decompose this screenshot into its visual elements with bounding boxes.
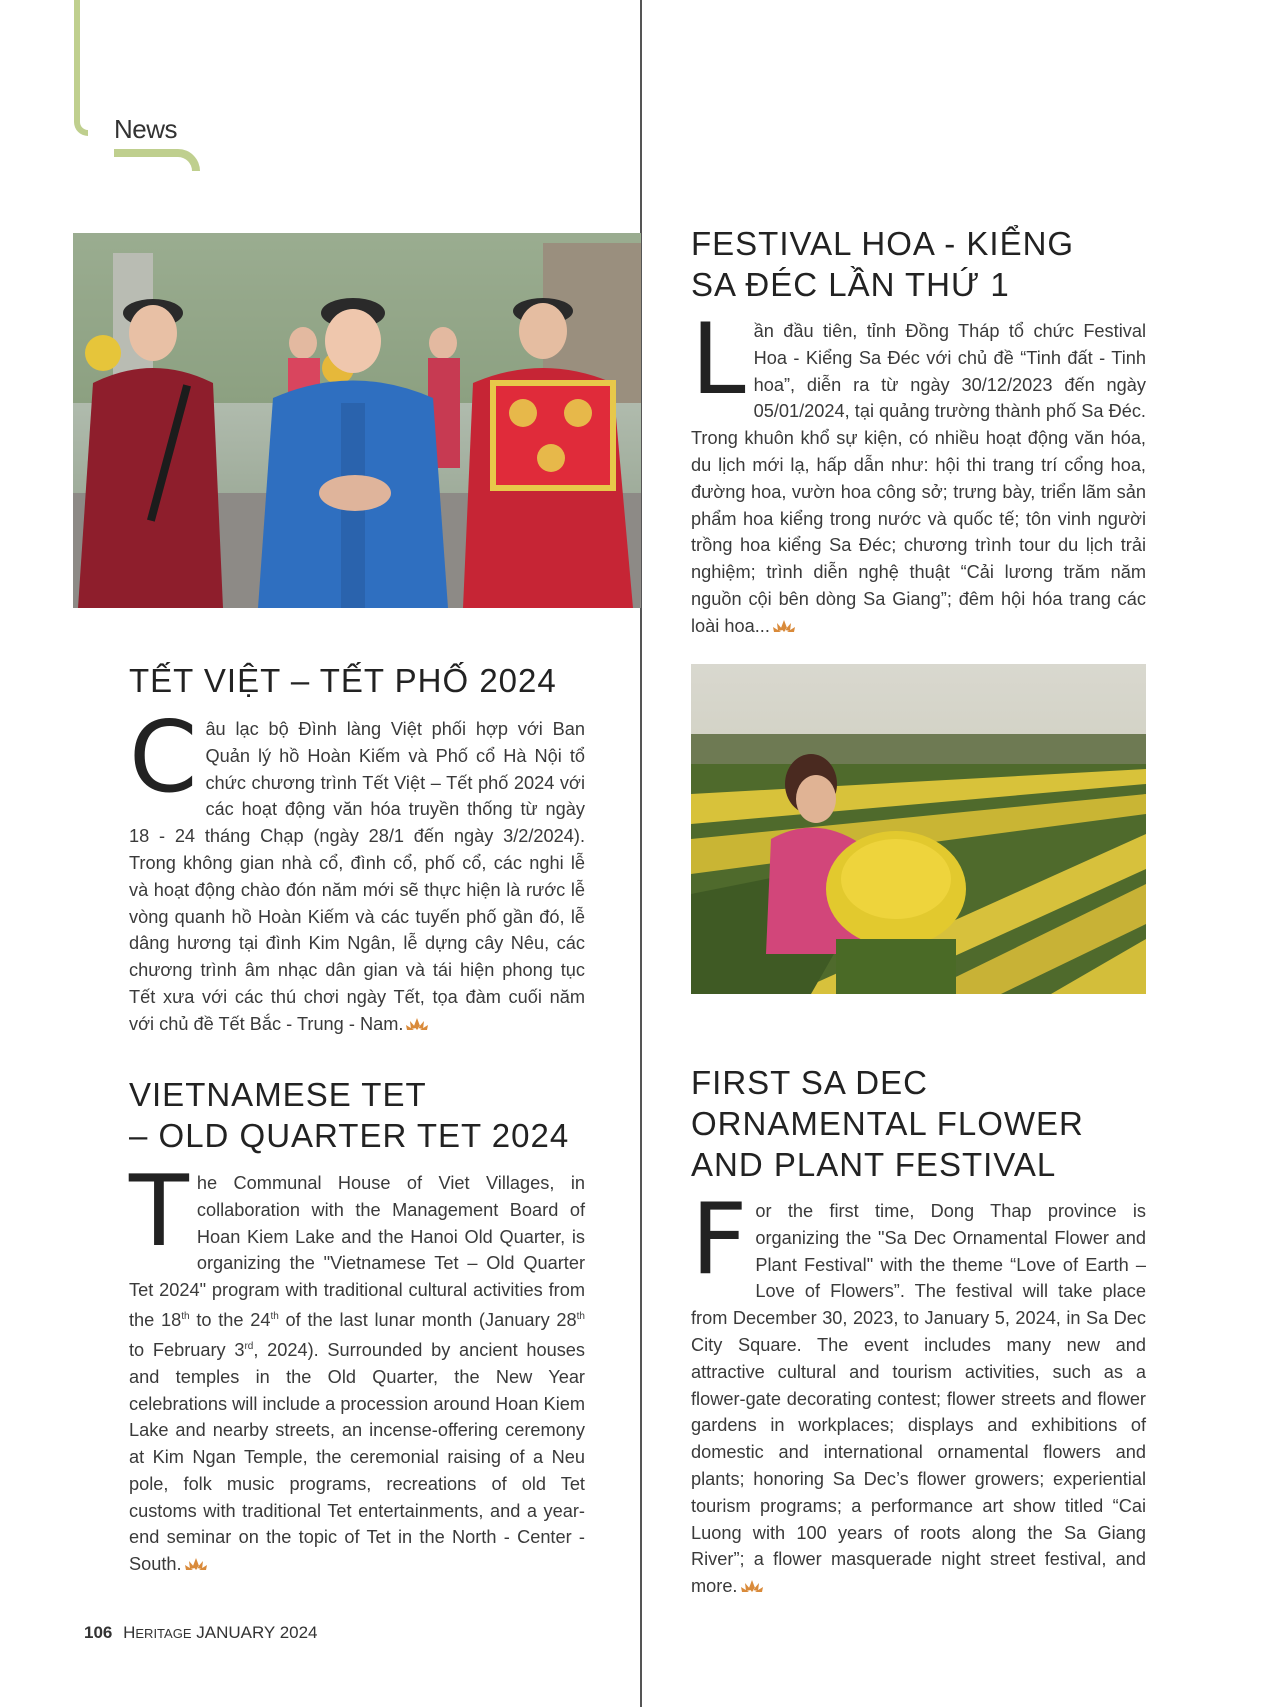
magazine-name — [123, 1623, 191, 1642]
ordinal-suffix: th — [181, 1310, 190, 1322]
magazine-rest: ERITAGE — [135, 1626, 192, 1641]
issue-date: JANUARY 2024 — [196, 1623, 318, 1642]
ordinal-suffix: th — [270, 1310, 279, 1322]
article-body: , 2024). Surrounded by ancient houses and temples in the Old Quarter, the New Year celebrations will include a procession around Hoan Kiem Lake and nearby streets, an incense-offering ceremony at Kim Ngan Temple, the ceremonial raising of a Neu pole, folk music programs, recreations of old Tet customs with traditional Tet entertainments, and a year-end seminar on the topic of Tet in the North - Center - South. — [129, 1339, 585, 1575]
title-line: SA ĐÉC LẦN THỨ 1 — [691, 266, 1010, 303]
page-number: 106 — [84, 1623, 113, 1642]
article-first-sa-dec — [691, 1183, 1146, 1600]
dropcap: T — [129, 1155, 189, 1269]
article-title-first-sa-dec — [691, 1062, 1171, 1185]
flower-field-photo — [691, 664, 1146, 994]
article-body: âu lạc bộ Đình làng Việt phối hợp với Ban Quản lý hồ Hoàn Kiếm và Phố cổ Hà Nội tổ chức chương trình Tết Việt – Tết phố 2024 với các hoạt động văn hóa truyền thống từ ngày 18 - 24 tháng Chạp (ngày 28/1 đến ngày 3/2/2024). Trong không gian nhà cổ, đình cổ, phố cổ, các nghi lễ và hoạt động chào đón năm mới sẽ thực hiện là rước lễ vòng quanh hồ Hoàn Kiếm và các tuyến phố gần đó, lễ dâng hương tại đình Kim Ngân, lễ dựng cây Nêu, các chương trình âm nhạc dân gian và tái hiện phong tục Tết xưa với các thú chơi ngày Tết, tọa đàm cuối năm với chủ đề Tết Bắc - Trung - Nam. — [129, 719, 585, 1034]
title-line: VIETNAMESE TET — [129, 1076, 427, 1113]
dropcap: C — [129, 701, 198, 815]
article-tet-viet — [129, 701, 585, 1038]
article-title-vietnamese-tet — [129, 1074, 609, 1156]
article-title-festival-hoa-kieng — [691, 223, 1171, 305]
section-tab-bar — [74, 0, 88, 136]
section-label: News — [114, 114, 178, 144]
dropcap: L — [691, 303, 746, 417]
article-body: ần đầu tiên, tỉnh Đồng Tháp tổ chức Festival Hoa - Kiểng Sa Đéc với chủ đề “Tinh đất - Tinh hoa”, diễn ra từ ngày 30/12/2023 đến ngày 05/01/2024, tại quảng trường thành phố Sa Đéc. Trong khuôn khổ sự kiện, có nhiều hoạt động văn hóa, du lịch mới lạ, hấp dẫn như: hội thi trang trí cổng hoa, đường hoa, vườn hoa công sở; trưng bày, triển lãm sản phẩm hoa kiểng trong nước và quốc tế; tôn vinh người trồng hoa kiểng Sa Đéc; chương trình tour du lịch trải nghiệm; trình diễn nghệ thuật “Cải lương trăm năm nguồn cội bên dòng Sa Giang”; đêm hội hóa trang các loài hoa... — [691, 321, 1146, 636]
article-festival-hoa-kieng — [691, 303, 1146, 640]
ordinal-suffix: rd — [244, 1340, 254, 1352]
lotus-end-icon — [184, 1557, 208, 1571]
title-line: FESTIVAL HOA - KIỂNG — [691, 225, 1075, 262]
ordinal-suffix: th — [576, 1310, 585, 1322]
title-line: ORNAMENTAL FLOWER — [691, 1105, 1084, 1142]
article-body: to February 3 — [129, 1339, 245, 1360]
title-line: AND PLANT FESTIVAL — [691, 1146, 1057, 1183]
lotus-end-icon — [740, 1579, 764, 1593]
magazine-initial: H — [123, 1623, 136, 1642]
article-title-tet-viet: TẾT VIỆT – TẾT PHỐ 2024 — [129, 662, 557, 699]
article-vietnamese-tet — [129, 1155, 585, 1578]
page-footer — [84, 1623, 318, 1643]
article-body: of the last lunar month (January 28 — [278, 1310, 577, 1331]
lotus-end-icon — [772, 619, 796, 633]
procession-photo — [73, 233, 641, 608]
article-body: he Communal House of Viet Villages, in collaboration with the Management Board of Hoan Kiem Lake and the Hanoi Old Quarter, is organizing the "Vietnamese Tet – Old Quarter Tet 2024" program with traditional cultural activities from the 18 — [129, 1173, 585, 1331]
title-line: FIRST SA DEC — [691, 1064, 928, 1101]
lotus-end-icon — [405, 1017, 429, 1031]
article-body: to the 24 — [189, 1310, 271, 1331]
article-body: or the first time, Dong Thap province is organizing the "Sa Dec Ornamental Flower and Plant Festival" with the theme “Love of Earth – Love of Flowers”. The festival will take place from December 30, 2023, to January 5, 2024, in Sa Dec City Square. The event includes many new and attractive cultural and tourism activities, such as a flower-gate decorating contest; flower streets and flower gardens in workplaces; displays and exhibitions of domestic and international ornamental flowers and plants; honoring Sa Dec’s flower growers; experiential tourism programs; a performance art show titled “Cai Luong with 100 years of roots along the Sa Giang River”; a flower masquerade night street festival, and more. — [691, 1201, 1146, 1597]
section-tab-underline — [114, 149, 200, 171]
dropcap: F — [691, 1183, 748, 1297]
title-line: – OLD QUARTER TET 2024 — [129, 1117, 570, 1154]
